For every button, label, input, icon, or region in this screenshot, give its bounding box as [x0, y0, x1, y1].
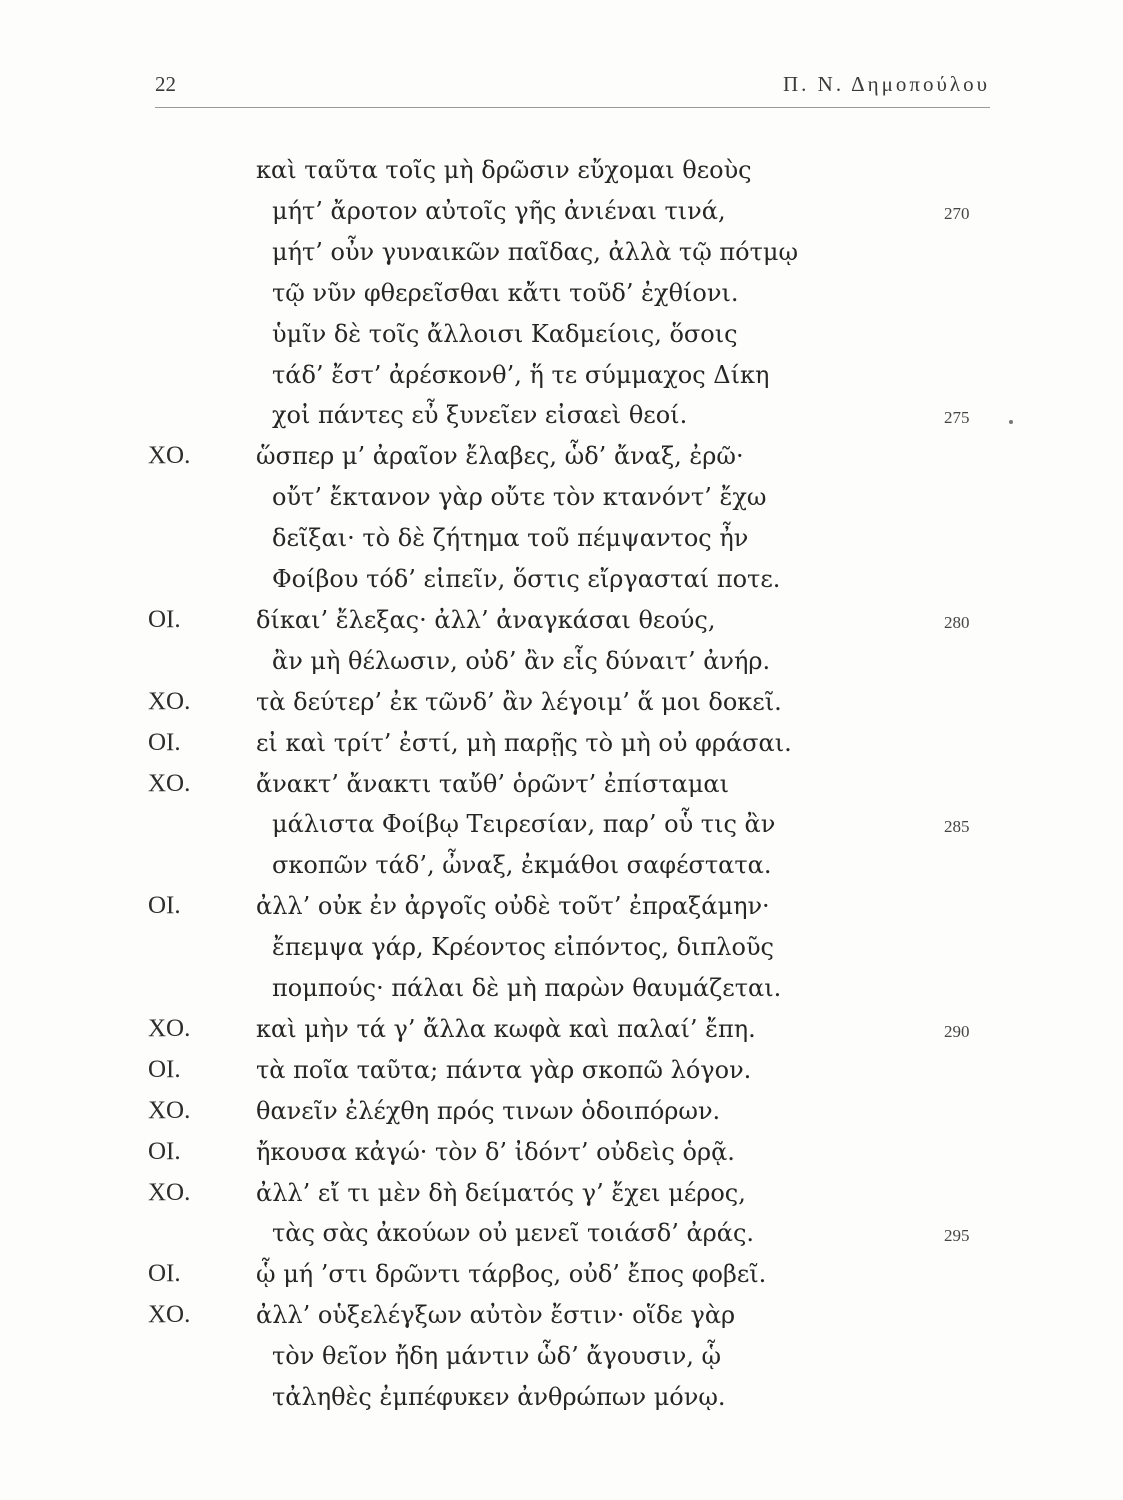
verse-line [0, 643, 1123, 683]
verse-line [0, 275, 1123, 315]
verse-line [0, 725, 1123, 765]
verse-text: ᾧ μή ’στι δρῶντι τάρβος, οὐδ’ ἔπος φοβεῖ. [256, 1260, 767, 1289]
running-head: Π. Ν. Δημοπούλου [783, 72, 990, 96]
speaker-label: ΧΟ. [148, 1301, 191, 1329]
verse-text: τὰς σὰς ἀκούων οὐ μενεῖ τοιάσδ’ ἀράς. [272, 1219, 755, 1248]
verse-line [0, 520, 1123, 560]
line-number: 270 [944, 203, 970, 223]
header-rule [155, 107, 990, 108]
line-number: 295 [944, 1226, 970, 1246]
verse-text: ὑμῖν δὲ τοῖς ἄλλοισι Καδμείοις, ὅσοις [272, 319, 738, 348]
verse-text: μήτ’ οὖν γυναικῶν παῖδας, ἀλλὰ τῷ πότμῳ [272, 237, 799, 266]
speaker-label: ΧΟ. [148, 1014, 191, 1042]
verse-text: μάλιστα Φοίβῳ Τειρεσίαν, παρ’ οὗ τις ἂν [272, 810, 776, 839]
verse-text: καὶ ταῦτα τοῖς μὴ δρῶσιν εὔχομαι θεοὺς [256, 156, 752, 184]
verse-text: οὔτ’ ἔκτανον γὰρ οὔτε τὸν κτανόντ’ ἔχω [272, 483, 767, 512]
verse-line [0, 1052, 1123, 1092]
verse-text: θανεῖν ἐλέχθη πρός τινων ὁδοιπόρων. [256, 1096, 721, 1125]
verse-line [0, 1215, 1123, 1255]
speaker-label: ΟΙ. [148, 1260, 181, 1288]
verse-text: χοἰ πάντες εὖ ξυνεῖεν εἰσαεὶ θεοί. [272, 401, 688, 430]
line-number: 290 [944, 1021, 970, 1041]
speaker-label: ΧΟ. [148, 442, 191, 470]
verse-line [0, 970, 1123, 1010]
margin-mark [1009, 420, 1013, 424]
verse-line [0, 888, 1123, 928]
verse-line [0, 1011, 1123, 1051]
verse-text: Φοίβου τόδ’ εἰπεῖν, ὅστις εἴργασταί ποτε. [272, 565, 781, 593]
verse-text: πομπούς· πάλαι δὲ μὴ παρὼν θαυμάζεται. [272, 974, 782, 1002]
verse-line [0, 806, 1123, 846]
speaker-label: ΟΙ. [148, 605, 181, 633]
verse-line [0, 479, 1123, 519]
verse-line [0, 193, 1123, 233]
verse-text: δίκαι’ ἔλεξας· ἀλλ’ ἀναγκάσαι θεούς, [256, 605, 716, 634]
verse-text: καὶ μὴν τά γ’ ἄλλα κωφὰ καὶ παλαί’ ἔπη. [256, 1014, 756, 1043]
speaker-label: ΟΙ. [148, 1055, 181, 1083]
verse-line [0, 847, 1123, 887]
verse-text: τάδ’ ἔστ’ ἀρέσκονθ’, ἥ τε σύμμαχος Δίκη [272, 360, 770, 389]
verse-line [0, 1256, 1123, 1296]
verse-line [0, 1175, 1123, 1215]
verse-line [0, 357, 1123, 397]
line-number: 280 [944, 612, 970, 632]
line-number: 275 [944, 408, 970, 428]
verse-line [0, 766, 1123, 806]
page-header [155, 72, 990, 106]
verse-text: ἀλλ’ οὐκ ἐν ἀργοῖς οὐδὲ τοῦτ’ ἐπραξάμην· [256, 892, 770, 921]
page-number: 22 [155, 72, 176, 96]
verse-line [0, 397, 1123, 437]
speaker-label: ΧΟ. [148, 1096, 191, 1124]
verse-text: ἔπεμψα γάρ, Κρέοντος εἰπόντος, διπλοῦς [272, 933, 774, 962]
verse-text: τὰ ποῖα ταῦτα; πάντα γὰρ σκοπῶ λόγον. [256, 1055, 752, 1084]
verse-line [0, 152, 1123, 192]
verse-line [0, 1297, 1123, 1337]
verse-text: σκοπῶν τάδ’, ὦναξ, ἐκμάθοι σαφέστατα. [272, 851, 772, 880]
speaker-label: ΟΙ. [148, 728, 181, 756]
verse-line [0, 438, 1123, 478]
verse-text: ἤκουσα κἀγώ· τὸν δ’ ἰδόντ’ οὐδεὶς ὁρᾷ. [256, 1137, 735, 1166]
verse-text: εἰ καὶ τρίτ’ ἐστί, μὴ παρῇς τὸ μὴ οὐ φράσαι. [256, 728, 792, 757]
verse-text: τὰ δεύτερ’ ἐκ τῶνδ’ ἂν λέγοιμ’ ἅ μοι δοκεῖ. [256, 687, 782, 716]
verse-line [0, 684, 1123, 724]
verse-text: ἀλλ’ οὑξελέγξων αὐτὸν ἔστιν· οἵδε γὰρ [256, 1301, 736, 1330]
verse-line [0, 602, 1123, 642]
verse-line [0, 1093, 1123, 1133]
verse-line [0, 1338, 1123, 1378]
verse-line [0, 1134, 1123, 1174]
verse-text: τὸν θεῖον ἤδη μάντιν ὧδ’ ἄγουσιν, ᾧ [272, 1342, 722, 1371]
verse-line [0, 316, 1123, 356]
verse-text: τῷ νῦν φθερεῖσθαι κἄτι τοῦδ’ ἐχθίονι. [272, 278, 739, 307]
speaker-label: ΧΟ. [148, 687, 191, 715]
speaker-label: ΟΙ. [148, 892, 181, 920]
verse-text: ἀλλ’ εἴ τι μὲν δὴ δείματός γ’ ἔχει μέρος, [256, 1178, 746, 1207]
speaker-label: ΧΟ. [148, 1178, 191, 1206]
verse-text: δεῖξαι· τὸ δὲ ζήτημα τοῦ πέμψαντος ἦν [272, 524, 749, 553]
verse-text: μήτ’ ἄροτον αὐτοῖς γῆς ἀνιέναι τινά, [272, 196, 726, 225]
line-number: 285 [944, 817, 970, 837]
verse-line [0, 234, 1123, 274]
verse-line [0, 1379, 1123, 1419]
verse-text: ἄνακτ’ ἄνακτι ταὔθ’ ὁρῶντ’ ἐπίσταμαι [256, 769, 730, 798]
verse-line [0, 561, 1123, 601]
speaker-label: ΧΟ. [148, 769, 191, 797]
verse-text: ἂν μὴ θέλωσιν, οὐδ’ ἂν εἷς δύναιτ’ ἀνήρ. [272, 646, 771, 675]
speaker-label: ΟΙ. [148, 1137, 181, 1165]
verse-text: ὥσπερ μ’ ἀραῖον ἔλαβες, ὧδ’ ἄναξ, ἐρῶ· [256, 442, 744, 471]
verse-text: τἀληθὲς ἐμπέφυκεν ἀνθρώπων μόνῳ. [272, 1383, 726, 1411]
verse-line [0, 929, 1123, 969]
